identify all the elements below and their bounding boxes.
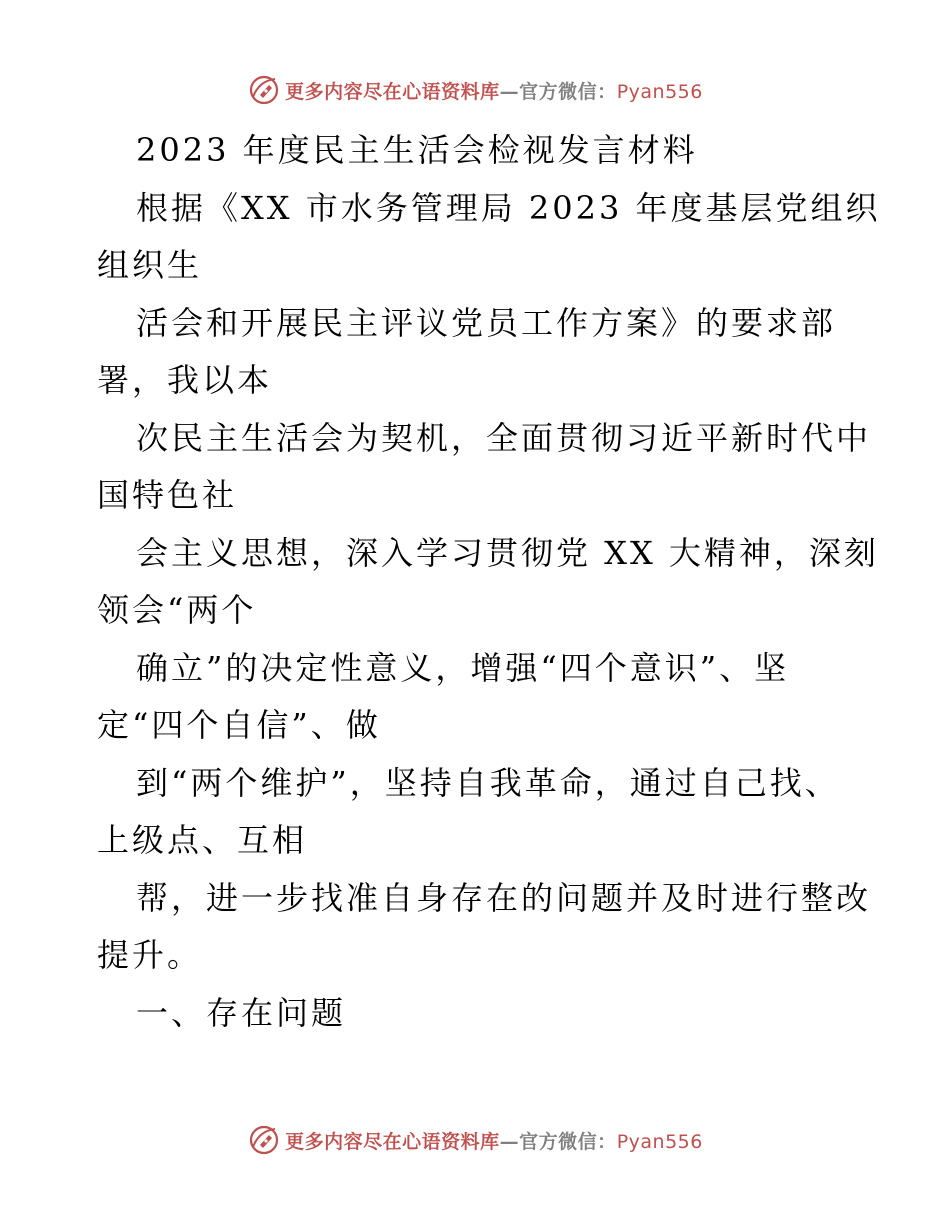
document-line: 国特色社	[97, 476, 238, 514]
watermark-wechat-label: 官方微信：	[519, 1130, 617, 1153]
document-line: 组织生	[97, 246, 203, 284]
watermark-dash: —	[499, 1130, 520, 1153]
document-line: 署，我以本	[97, 361, 273, 399]
footer-watermark	[0, 1120, 950, 1160]
pen-nib-logo-icon	[247, 1123, 281, 1157]
document-line: 活会和开展民主评议党员工作方案》的要求部	[136, 303, 837, 342]
document-line: 提升。	[97, 936, 203, 974]
document-body	[97, 122, 881, 1042]
document-line: 定“四个自信”、做	[97, 706, 381, 744]
document-line: 到“两个维护”，坚持自我革命，通过自己找、	[136, 763, 840, 802]
document-line: 次民主生活会为契机，全面贯彻习近平新时代中	[136, 418, 872, 457]
document-line: 2023 年度民主生活会检视发言材料	[136, 131, 698, 169]
section-heading: 一、存在问题	[136, 993, 347, 1032]
document-line: 确立”的决定性意义，增强“四个意识”、坚	[136, 648, 790, 687]
watermark-brand-text: 更多内容尽在心语资料库	[285, 80, 500, 103]
watermark-wechat-id: Pyan556	[616, 1130, 703, 1153]
document-line: 领会“两个	[97, 591, 257, 629]
document-line: 帮，进一步找准自身存在的问题并及时进行整改	[136, 878, 872, 917]
watermark-dash: —	[499, 80, 520, 103]
document-line: 会主义思想，深入学习贯彻党 XX 大精神，深刻	[136, 533, 879, 572]
watermark-brand-text: 更多内容尽在心语资料库	[285, 1130, 500, 1153]
watermark-wechat-label: 官方微信：	[519, 80, 617, 103]
document-line: 根据《XX 市水务管理局 2023 年度基层党组织	[136, 188, 881, 227]
document-line: 上级点、互相	[97, 821, 308, 859]
watermark-wechat-id: Pyan556	[616, 80, 703, 103]
header-watermark	[0, 70, 950, 110]
pen-nib-logo-icon	[247, 73, 281, 107]
